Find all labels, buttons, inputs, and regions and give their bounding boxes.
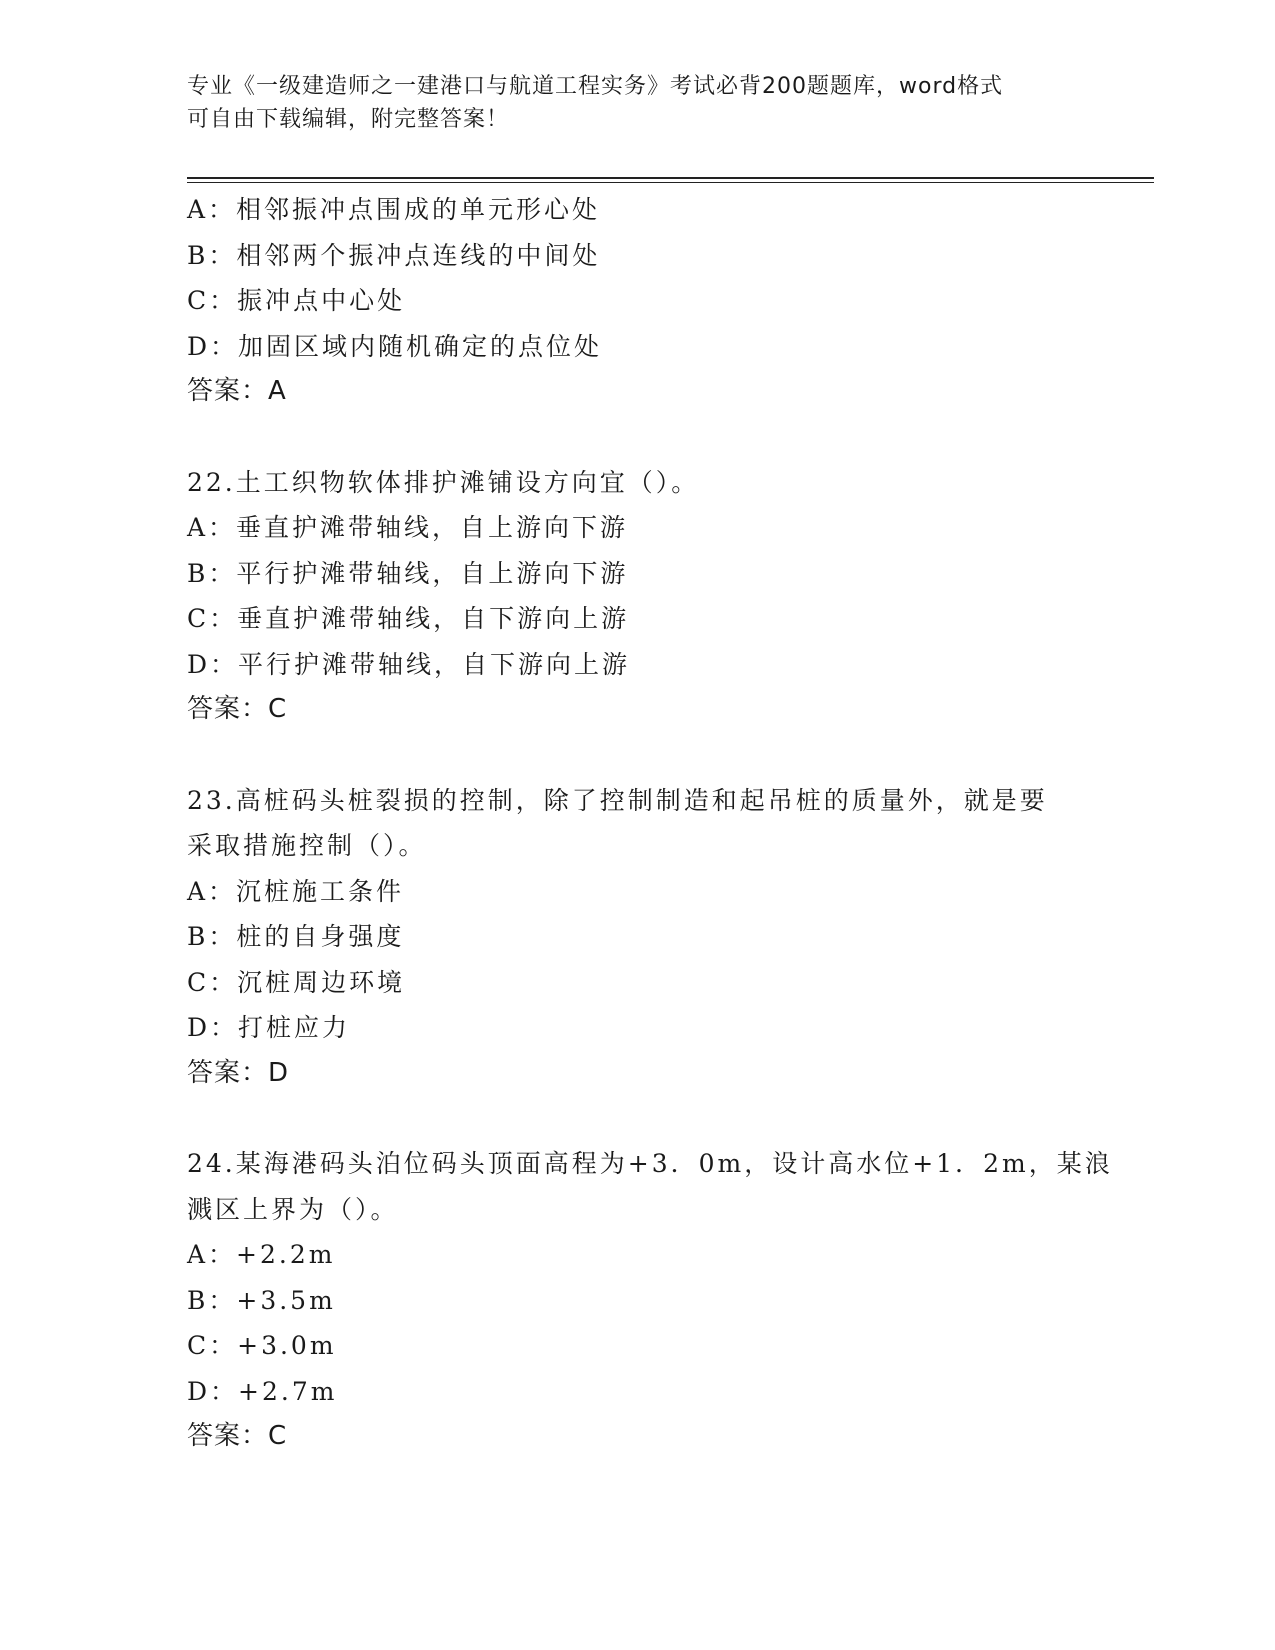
question-24 xyxy=(187,1141,1113,1460)
answer: 答案：D xyxy=(187,1057,290,1088)
header-divider xyxy=(187,177,1154,183)
question-22 xyxy=(187,460,1087,733)
option-a: A：相邻振冲点围成的单元形心处 xyxy=(187,195,601,224)
option-a: A：垂直护滩带轴线，自上游向下游 xyxy=(187,513,629,542)
option-b: B：桩的自身强度 xyxy=(187,922,405,951)
option-d: D：+2.7m xyxy=(187,1376,338,1406)
option-c: C：振冲点中心处 xyxy=(187,286,406,315)
document-header xyxy=(187,70,1087,136)
option-b: B：平行护滩带轴线，自上游向下游 xyxy=(187,558,629,588)
answer: 答案：A xyxy=(187,376,287,406)
option-d: D：加固区域内随机确定的点位处 xyxy=(187,331,603,361)
header-title-line-1: 专业《一级建造师之一建港口与航道工程实务》考试必背200题题库，word格式 xyxy=(187,74,1004,99)
header-title-line-2: 可自由下载编辑，附完整答案！ xyxy=(187,107,510,132)
spacer xyxy=(187,415,1087,460)
question-stem-line-2: 溅区上界为（）。 xyxy=(187,1194,399,1224)
answer: 答案：C xyxy=(187,1421,288,1451)
question-stem: 22.土工织物软体排护滩铺设方向宜（）。 xyxy=(187,467,700,497)
option-c: C：垂直护滩带轴线，自下游向上游 xyxy=(187,604,630,633)
question-23 xyxy=(187,778,1087,1097)
option-a: A：沉桩施工条件 xyxy=(187,876,405,906)
option-c: C：沉桩周边环境 xyxy=(187,967,406,997)
option-d: D：打桩应力 xyxy=(187,1013,351,1042)
option-b: B：相邻两个振冲点连线的中间处 xyxy=(187,240,601,270)
answer: 答案：C xyxy=(187,694,288,724)
spacer xyxy=(187,733,1087,778)
question-list xyxy=(187,187,1113,1460)
option-c: C：+3.0m xyxy=(187,1331,337,1360)
option-d: D：平行护滩带轴线，自下游向上游 xyxy=(187,649,631,679)
question-stem-line-1: 24.某海港码头泊位码头顶面高程为+3．0m，设计高水位+1．2m，某浪 xyxy=(187,1149,1113,1178)
spacer xyxy=(187,1096,1087,1141)
question-stem-line-1: 23.高桩码头桩裂损的控制，除了控制制造和起吊桩的质量外，就是要 xyxy=(187,785,1048,815)
question-stem-line-2: 采取措施控制（）。 xyxy=(187,831,427,860)
option-a: A：+2.2m xyxy=(187,1240,336,1269)
question-21 xyxy=(187,187,1087,415)
option-b: B：+3.5m xyxy=(187,1285,336,1315)
